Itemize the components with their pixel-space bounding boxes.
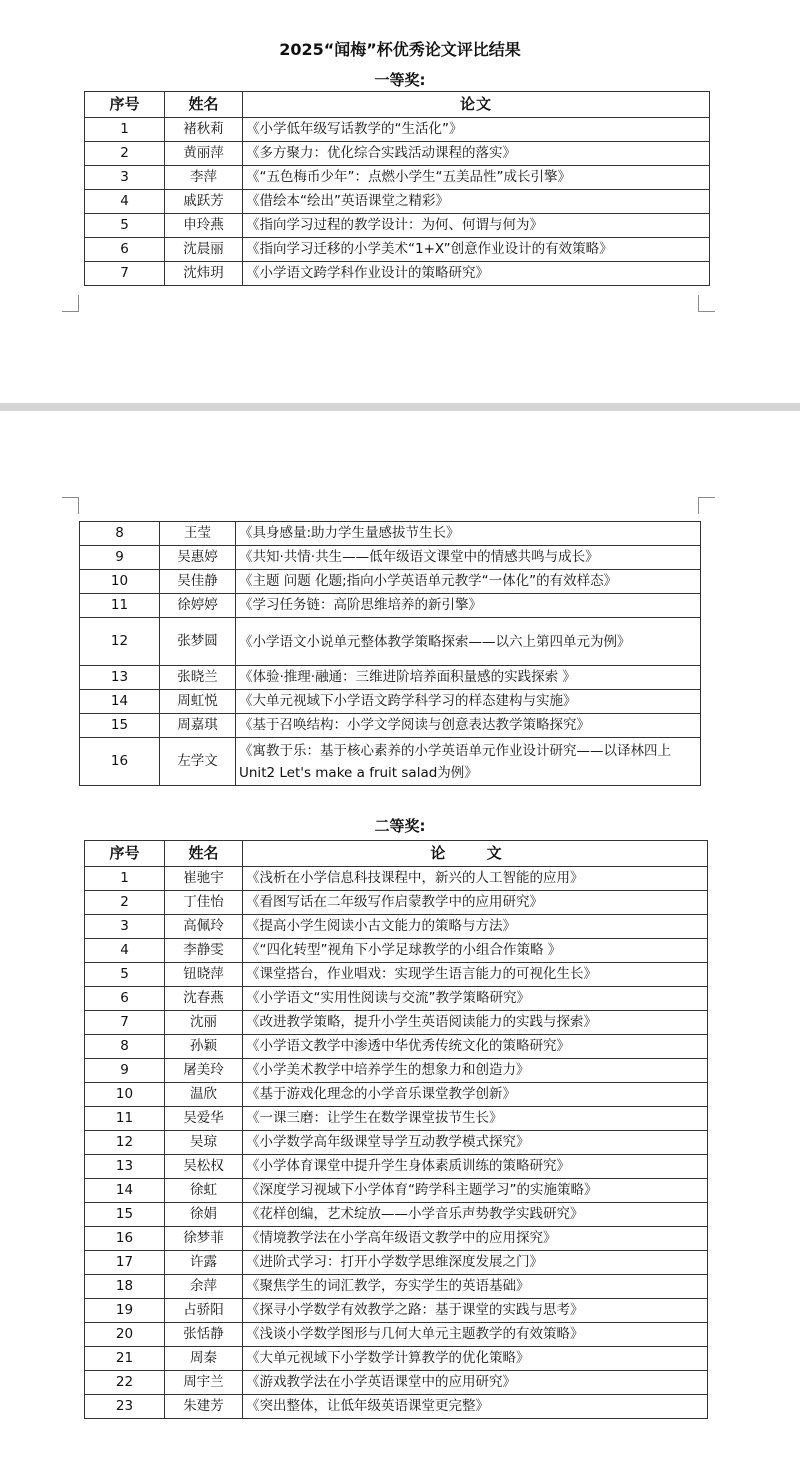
name-cell: 占骄阳	[165, 1299, 243, 1323]
table-row	[80, 738, 701, 786]
index-cell: 9	[80, 546, 160, 570]
table-row	[85, 1395, 708, 1419]
index-cell: 23	[85, 1395, 165, 1419]
paper-cell: 《进阶式学习：打开小学数学思维深度发展之门》	[243, 1251, 708, 1275]
paper-cell: 《课堂搭台，作业唱戏：实现学生语言能力的可视化生长》	[243, 963, 708, 987]
table-row	[85, 166, 710, 190]
index-cell: 2	[85, 142, 165, 166]
name-cell: 屠美玲	[165, 1059, 243, 1083]
paper-cell: 《大单元视域下小学数学计算教学的优化策略》	[243, 1347, 708, 1371]
table-row	[85, 1107, 708, 1131]
table-row	[85, 118, 710, 142]
index-cell: 17	[85, 1251, 165, 1275]
name-cell: 许露	[165, 1251, 243, 1275]
table-row	[85, 142, 710, 166]
name-cell: 吴琼	[165, 1131, 243, 1155]
table-row	[85, 1251, 708, 1275]
paper-cell: 《探寻小学数学有效教学之路：基于课堂的实践与思考》	[243, 1299, 708, 1323]
table-row	[85, 1203, 708, 1227]
index-cell: 12	[80, 618, 160, 666]
paper-cell: 《情境教学法在小学高年级语文教学中的应用探究》	[243, 1227, 708, 1251]
table-row	[85, 1347, 708, 1371]
index-cell: 6	[85, 987, 165, 1011]
name-cell: 吴松权	[165, 1155, 243, 1179]
name-cell: 王莹	[160, 522, 236, 546]
index-cell: 15	[80, 714, 160, 738]
paper-cell: 《小学语文“实用性阅读与交流”教学策略研究》	[243, 987, 708, 1011]
column-header-name: 姓名	[165, 92, 243, 118]
paper-cell: 《体验·推理·融通：三维进阶培养面积量感的实践探索 》	[236, 666, 701, 690]
paper-cell: 《改进教学策略，提升小学生英语阅读能力的实践与探索》	[243, 1011, 708, 1035]
name-cell: 徐娟	[165, 1203, 243, 1227]
table-row	[85, 867, 708, 891]
name-cell: 李静雯	[165, 939, 243, 963]
paper-cell: 《指向学习过程的教学设计：为何、何谓与何为》	[243, 214, 710, 238]
name-cell: 孙颖	[165, 1035, 243, 1059]
paper-cell: 《多方聚力：优化综合实践活动课程的落实》	[243, 142, 710, 166]
name-cell: 黄丽萍	[165, 142, 243, 166]
index-cell: 10	[80, 570, 160, 594]
index-cell: 4	[85, 190, 165, 214]
index-cell: 8	[85, 1035, 165, 1059]
name-cell: 钮晓萍	[165, 963, 243, 987]
table-row	[85, 963, 708, 987]
table-row	[85, 1323, 708, 1347]
index-cell: 8	[80, 522, 160, 546]
paper-cell: 《浅析在小学信息科技课程中，新兴的人工智能的应用》	[243, 867, 708, 891]
index-cell: 7	[85, 1011, 165, 1035]
table-row	[85, 1227, 708, 1251]
paper-cell: 《提高小学生阅读小古文能力的策略与方法》	[243, 915, 708, 939]
name-cell: 申玲燕	[165, 214, 243, 238]
name-cell: 周宇兰	[165, 1371, 243, 1395]
name-cell: 张晓兰	[160, 666, 236, 690]
index-cell: 5	[85, 214, 165, 238]
column-header-paper: 论文	[243, 92, 710, 118]
table-row	[85, 915, 708, 939]
name-cell: 徐虹	[165, 1179, 243, 1203]
table-row	[85, 891, 708, 915]
index-cell: 11	[80, 594, 160, 618]
name-cell: 张恬静	[165, 1323, 243, 1347]
name-cell: 丁佳怡	[165, 891, 243, 915]
paper-cell: 《小学低年级写话教学的“生活化”》	[243, 118, 710, 142]
index-cell: 12	[85, 1131, 165, 1155]
first-prize-heading: 一等奖:	[374, 71, 426, 89]
name-cell: 褚秋莉	[165, 118, 243, 142]
index-cell: 14	[85, 1179, 165, 1203]
paper-cell: 《小学语文小说单元整体教学策略探索——以六上第四单元为例》	[236, 618, 701, 666]
table-row	[80, 618, 701, 666]
index-cell: 18	[85, 1275, 165, 1299]
table-row	[85, 1131, 708, 1155]
name-cell: 张梦圆	[160, 618, 236, 666]
name-cell: 温欣	[165, 1083, 243, 1107]
table-row	[85, 1179, 708, 1203]
table-row	[85, 987, 708, 1011]
paper-cell: 《“四化转型”视角下小学足球教学的小组合作策略 》	[243, 939, 708, 963]
name-cell: 吴爱华	[165, 1107, 243, 1131]
name-cell: 左学文	[160, 738, 236, 786]
table-row	[85, 1035, 708, 1059]
paper-cell: 《大单元视域下小学语文跨学科学习的样态建构与实施》	[236, 690, 701, 714]
paper-cell: 《基于游戏化理念的小学音乐课堂教学创新》	[243, 1083, 708, 1107]
first-prize-table-part1	[84, 91, 710, 286]
table-row	[85, 1371, 708, 1395]
index-cell: 3	[85, 915, 165, 939]
document-title: 2025“闻梅”杯优秀论文评比结果	[279, 40, 521, 59]
name-cell: 李萍	[165, 166, 243, 190]
paper-cell: 《花样创编，艺术绽放——小学音乐声势教学实践研究》	[243, 1203, 708, 1227]
name-cell: 周秦	[165, 1347, 243, 1371]
index-cell: 15	[85, 1203, 165, 1227]
table-row	[80, 594, 701, 618]
table-row	[85, 1155, 708, 1179]
paper-cell: 《浅谈小学数学图形与几何大单元主题教学的有效策略》	[243, 1323, 708, 1347]
index-cell: 4	[85, 939, 165, 963]
name-cell: 朱建芳	[165, 1395, 243, 1419]
page-corner-mark	[698, 295, 715, 312]
paper-cell: 《看图写话在二年级写作启蒙教学中的应用研究》	[243, 891, 708, 915]
paper-cell: 《基于召唤结构：小学文学阅读与创意表达教学策略探究》	[236, 714, 701, 738]
column-header-paper: 论 文	[243, 841, 708, 867]
name-cell: 沈丽	[165, 1011, 243, 1035]
index-cell: 6	[85, 238, 165, 262]
index-cell: 16	[80, 738, 160, 786]
index-cell: 13	[85, 1155, 165, 1179]
table-row	[85, 190, 710, 214]
index-cell: 1	[85, 118, 165, 142]
index-cell: 19	[85, 1299, 165, 1323]
index-cell: 7	[85, 262, 165, 286]
index-cell: 1	[85, 867, 165, 891]
page-corner-mark	[62, 295, 79, 312]
paper-cell: 《借绘本“绘出”英语课堂之精彩》	[243, 190, 710, 214]
paper-cell: 《突出整体，让低年级英语课堂更完整》	[243, 1395, 708, 1419]
paper-cell: 《小学美术教学中培养学生的想象力和创造力》	[243, 1059, 708, 1083]
paper-cell: 《游戏教学法在小学英语课堂中的应用研究》	[243, 1371, 708, 1395]
table-row	[85, 238, 710, 262]
table-row	[85, 262, 710, 286]
table-row	[85, 1299, 708, 1323]
name-cell: 吴惠婷	[160, 546, 236, 570]
paper-cell: 《共知·共情·共生——低年级语文课堂中的情感共鸣与成长》	[236, 546, 701, 570]
name-cell: 戚跃芳	[165, 190, 243, 214]
paper-cell: 《学习任务链：高阶思维培养的新引擎》	[236, 594, 701, 618]
column-header-name: 姓名	[165, 841, 243, 867]
name-cell: 徐梦菲	[165, 1227, 243, 1251]
table-row	[80, 522, 701, 546]
name-cell: 沈炜玥	[165, 262, 243, 286]
name-cell: 沈春燕	[165, 987, 243, 1011]
table-row	[85, 939, 708, 963]
index-cell: 21	[85, 1347, 165, 1371]
paper-cell: 《小学语文跨学科作业设计的策略研究》	[243, 262, 710, 286]
second-prize-heading: 二等奖:	[374, 817, 426, 835]
table-row	[80, 546, 701, 570]
paper-cell: 《小学语文教学中渗透中华优秀传统文化的策略研究》	[243, 1035, 708, 1059]
index-cell: 3	[85, 166, 165, 190]
name-cell: 沈晨丽	[165, 238, 243, 262]
index-cell: 13	[80, 666, 160, 690]
index-cell: 2	[85, 891, 165, 915]
name-cell: 吴佳静	[160, 570, 236, 594]
table-row	[85, 1083, 708, 1107]
paper-cell: 《具身感量:助力学生量感拔节生长》	[236, 522, 701, 546]
page-separator	[0, 403, 800, 411]
paper-cell: 《小学数学高年级课堂导学互动教学模式探究》	[243, 1131, 708, 1155]
page-corner-mark	[698, 497, 715, 514]
table-row	[80, 714, 701, 738]
paper-cell: 《指向学习迁移的小学美术“1+X”创意作业设计的有效策略》	[243, 238, 710, 262]
table-row	[85, 214, 710, 238]
index-cell: 22	[85, 1371, 165, 1395]
name-cell: 高佩玲	[165, 915, 243, 939]
index-cell: 10	[85, 1083, 165, 1107]
paper-cell: 《小学体育课堂中提升学生身体素质训练的策略研究》	[243, 1155, 708, 1179]
paper-cell: 《深度学习视域下小学体育“跨学科主题学习”的实施策略》	[243, 1179, 708, 1203]
name-cell: 周嘉琪	[160, 714, 236, 738]
index-cell: 11	[85, 1107, 165, 1131]
paper-cell: 《主题 问题 化题;指向小学英语单元教学“一体化”的有效样态》	[236, 570, 701, 594]
paper-cell: 《寓教于乐：基于核心素养的小学英语单元作业设计研究——以译林四上Unit2 Let's make a fruit salad为例》	[236, 738, 701, 786]
paper-cell: 《“五色梅币少年”：点燃小学生“五美品性”成长引擎》	[243, 166, 710, 190]
second-prize-table	[84, 840, 708, 1419]
column-header-index: 序号	[85, 841, 165, 867]
paper-cell: 《聚焦学生的词汇教学，夯实学生的英语基础》	[243, 1275, 708, 1299]
page-corner-mark	[62, 497, 79, 514]
paper-cell: 《一课三磨：让学生在数学课堂拔节生长》	[243, 1107, 708, 1131]
table-row	[80, 690, 701, 714]
index-cell: 14	[80, 690, 160, 714]
name-cell: 余萍	[165, 1275, 243, 1299]
table-row	[85, 1011, 708, 1035]
table-row	[80, 570, 701, 594]
index-cell: 16	[85, 1227, 165, 1251]
name-cell: 周虹悦	[160, 690, 236, 714]
index-cell: 20	[85, 1323, 165, 1347]
first-prize-table-part2	[79, 521, 701, 786]
index-cell: 5	[85, 963, 165, 987]
name-cell: 徐婷婷	[160, 594, 236, 618]
name-cell: 崔驰宇	[165, 867, 243, 891]
index-cell: 9	[85, 1059, 165, 1083]
table-row	[85, 1275, 708, 1299]
table-row	[85, 1059, 708, 1083]
column-header-index: 序号	[85, 92, 165, 118]
table-row	[80, 666, 701, 690]
